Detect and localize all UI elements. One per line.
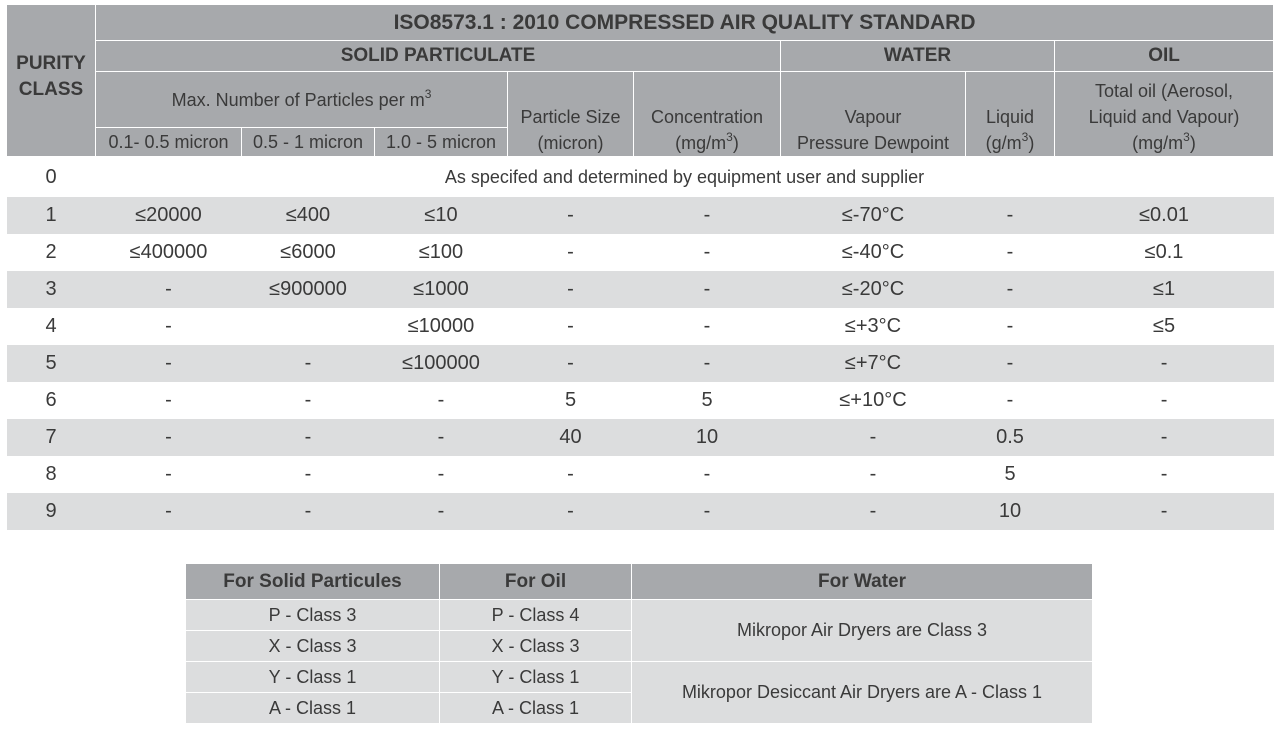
particle-size-header: Particle Size (micron) <box>508 72 634 157</box>
size-range-header: 0.5 - 1 micron <box>242 128 375 157</box>
legend-oil-cell: P - Class 4 <box>440 600 632 631</box>
legend-solid-cell: P - Class 3 <box>186 600 440 631</box>
class-cell: 7 <box>7 419 96 456</box>
particles-0-5-1-cell: - <box>242 419 375 456</box>
concentration-cell: - <box>703 315 711 337</box>
particle-size-cell: - <box>508 271 634 308</box>
total-oil-cell: ≤0.1 <box>1144 241 1184 263</box>
class-cell: 1 <box>7 197 96 234</box>
liquid-cell: - <box>966 345 1055 382</box>
dewpoint-cell: - <box>869 463 877 485</box>
legend-header-water: For Water <box>632 564 1093 600</box>
particles-0-5-1-cell <box>242 308 375 345</box>
concentration-cell: - <box>634 493 781 530</box>
dewpoint-cell: - <box>781 493 966 530</box>
particles-1-5-cell: - <box>375 419 508 456</box>
particles-1-5-cell: ≤100 <box>418 241 464 263</box>
dewpoint-cell: - <box>781 419 966 456</box>
particles-0-5-1-cell: ≤900000 <box>242 271 375 308</box>
particles-1-5-cell: ≤1000 <box>375 271 508 308</box>
table-row <box>7 382 1274 419</box>
concentration-cell: - <box>634 271 781 308</box>
particle-size-cell: - <box>567 315 574 337</box>
particles-0-5-1-cell: - <box>304 389 312 411</box>
particles-0-1-0-5-cell: ≤400000 <box>129 241 208 263</box>
particles-1-5-cell: ≤10000 <box>407 315 475 337</box>
legend-oil-cell: X - Class 3 <box>440 631 632 662</box>
legend-header-oil: For Oil <box>440 564 632 600</box>
particle-size-cell: - <box>567 241 574 263</box>
size-range-header: 0.1- 0.5 micron <box>96 128 242 157</box>
particles-0-1-0-5-cell: ≤20000 <box>96 197 242 234</box>
dewpoint-cell: ≤+10°C <box>839 389 907 411</box>
table-row <box>7 419 1274 456</box>
total-oil-cell: - <box>1055 419 1274 456</box>
water-header: WATER <box>781 41 1055 72</box>
liquid-cell: - <box>1006 389 1014 411</box>
particle-size-cell: - <box>508 493 634 530</box>
particle-size-cell: - <box>567 463 574 485</box>
particle-size-cell: - <box>508 197 634 234</box>
particles-0-5-1-cell: ≤400 <box>242 197 375 234</box>
dewpoint-cell: ≤-20°C <box>781 271 966 308</box>
liquid-cell: 10 <box>966 493 1055 530</box>
class-cell: 3 <box>7 271 96 308</box>
particles-0-1-0-5-cell: - <box>165 389 172 411</box>
legend-row <box>186 662 1093 693</box>
class-cell: 9 <box>7 493 96 530</box>
liquid-cell: 5 <box>1004 463 1016 485</box>
liquid-cell: - <box>1006 315 1014 337</box>
concentration-cell: 5 <box>701 389 713 411</box>
legend-oil-cell: Y - Class 1 <box>440 662 632 693</box>
table-row <box>7 345 1274 382</box>
total-oil-cell: - <box>1160 463 1168 485</box>
particles-0-1-0-5-cell: - <box>165 315 172 337</box>
concentration-cell: - <box>703 463 711 485</box>
particles-0-1-0-5-cell: - <box>96 345 242 382</box>
particles-1-5-cell: ≤100000 <box>375 345 508 382</box>
total-oil-cell: - <box>1160 389 1168 411</box>
legend-header-solid: For Solid Particules <box>186 564 440 600</box>
max-particles-header: Max. Number of Particles per $m^3$ <box>96 72 508 128</box>
table-row <box>7 197 1274 234</box>
solid-particulate-header: SOLID PARTICULATE <box>96 41 781 72</box>
class-cell: 8 <box>45 463 57 485</box>
concentration-header: Concentration $(mg/m^3)$ <box>634 72 781 157</box>
table-row <box>7 271 1274 308</box>
legend-oil-cell: A - Class 1 <box>440 693 632 724</box>
class-cell: 2 <box>45 241 57 263</box>
class-cell: 5 <box>7 345 96 382</box>
class-cell: 0 <box>45 165 57 188</box>
liquid-header: Liquid $(g/m^3)$ <box>966 72 1055 157</box>
total-oil-cell: ≤0.01 <box>1055 197 1274 234</box>
legend-water-note-2: Mikropor Desiccant Air Dryers are A - Class 1 <box>632 662 1093 724</box>
liquid-cell: - <box>966 197 1055 234</box>
particle-size-cell: 40 <box>508 419 634 456</box>
legend-solid-cell: A - Class 1 <box>186 693 440 724</box>
dewpoint-cell: ≤-70°C <box>781 197 966 234</box>
liquid-cell: 0.5 <box>966 419 1055 456</box>
liquid-cell: - <box>1006 241 1014 263</box>
dewpoint-cell: ≤+3°C <box>844 315 902 337</box>
total-oil-cell: - <box>1055 345 1274 382</box>
particles-0-1-0-5-cell: - <box>96 419 242 456</box>
concentration-cell: - <box>634 345 781 382</box>
particles-1-5-cell: - <box>375 493 508 530</box>
legend-row <box>186 600 1093 631</box>
particles-0-5-1-cell: - <box>304 463 312 485</box>
particles-0-1-0-5-cell: - <box>96 493 242 530</box>
liquid-cell: - <box>966 271 1055 308</box>
dewpoint-cell: ≤+7°C <box>781 345 966 382</box>
particle-size-cell: 5 <box>564 389 577 411</box>
total-oil-header: Total oil (Aerosol, Liquid and Vapour) $(mg/m^3)$ <box>1055 72 1274 157</box>
class-cell: 4 <box>45 315 57 337</box>
legend-solid-cell: X - Class 3 <box>186 631 440 662</box>
air-quality-table <box>6 4 1274 530</box>
vapour-dewpoint-header: Vapour Pressure Dewpoint <box>781 72 966 157</box>
class-cell: 6 <box>45 389 57 411</box>
total-oil-cell: - <box>1055 493 1274 530</box>
particles-0-5-1-cell: ≤6000 <box>280 241 336 263</box>
table-row <box>7 456 1274 493</box>
concentration-cell: 10 <box>634 419 781 456</box>
dewpoint-cell: ≤-40°C <box>841 241 905 263</box>
concentration-cell: - <box>703 241 711 263</box>
particle-size-cell: - <box>508 345 634 382</box>
table-row <box>7 157 1274 198</box>
particles-1-5-cell: - <box>437 389 445 411</box>
particles-0-5-1-cell: - <box>242 493 375 530</box>
purity-class-header: PURITY CLASS <box>7 5 96 157</box>
table-row <box>7 234 1274 271</box>
oil-header: OIL <box>1055 41 1274 72</box>
particles-0-5-1-cell: - <box>242 345 375 382</box>
legend-table <box>185 563 1093 724</box>
particles-0-1-0-5-cell: - <box>165 463 172 485</box>
table-title: ISO8573.1 : 2010 COMPRESSED AIR QUALITY STANDARD <box>96 5 1274 41</box>
table-row <box>7 308 1274 345</box>
particles-0-1-0-5-cell: - <box>96 271 242 308</box>
class-0-note: As specifed and determined by equipment user and supplier <box>444 166 925 187</box>
table-row <box>7 493 1274 530</box>
particles-1-5-cell: ≤10 <box>375 197 508 234</box>
total-oil-cell: ≤1 <box>1055 271 1274 308</box>
size-range-header: 1.0 - 5 micron <box>375 128 508 157</box>
legend-solid-cell: Y - Class 1 <box>186 662 440 693</box>
particles-1-5-cell: - <box>437 463 445 485</box>
legend-water-note-1: Mikropor Air Dryers are Class 3 <box>632 600 1093 662</box>
total-oil-cell: ≤5 <box>1152 315 1176 337</box>
concentration-cell: - <box>634 197 781 234</box>
